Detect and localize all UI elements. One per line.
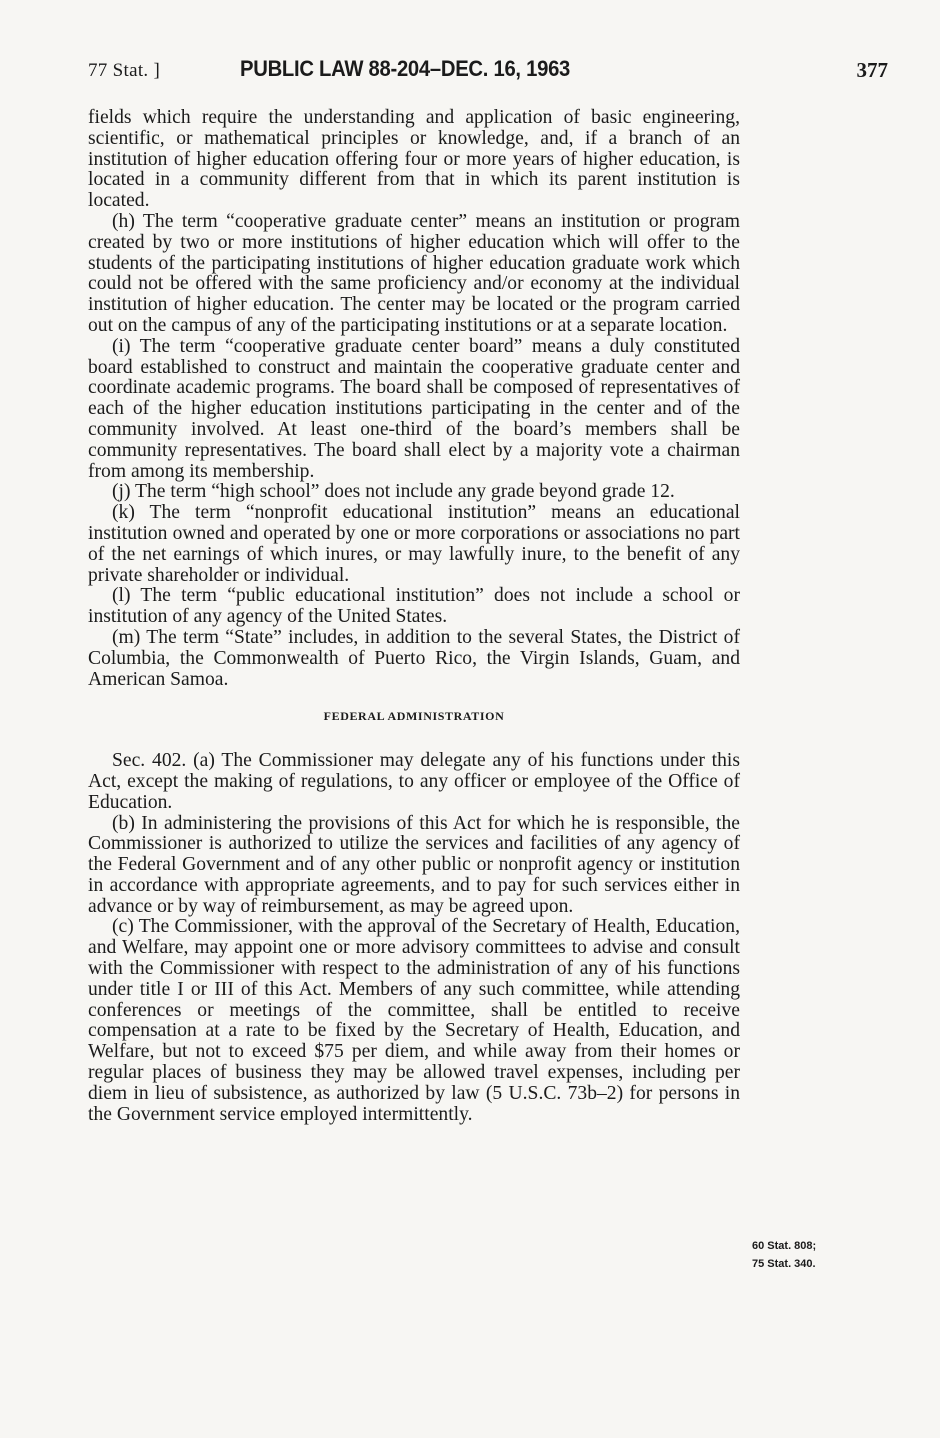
paragraph-l: (l) The term “public educational institution” does not include a school or institution of any agency of the United States. [88,585,740,628]
margin-citation-line-1: 60 Stat. 808; [752,1240,817,1252]
body-text [88,108,740,1125]
paragraph-sec402c: (c) The Commissioner, with the approval of the Secretary of Health, Education, and Welfare, may appoint one or more advisory committees to advise and consult with the Commissioner with respect to the administration of any of his functions under title I or III of this Act. Members of any such committee, while attending conferences or meetings of the committee, shall be entitled to receive compensation at a rate to be fixed by the Secretary of Health, Education, and Welfare, but not to exceed $75 per diem, and while away from their homes or regular places of business they may be allowed travel expenses, including per diem in lieu of subsistence, as authorized by law (5 U.S.C. 73b–2) for persons in the Government service employed intermittently. [88,916,740,1125]
paragraph-sec402b: (b) In administering the provisions of this Act for which he is responsible, the Commissioner is authorized to utilize the services and facilities of any agency of the Federal Government and of any other public or nonprofit agency or institution in accordance with appropriate agreements, and to pay for such services either in advance or by way of reimbursement, as may be agreed upon. [88,812,740,917]
section-heading: FEDERAL ADMINISTRATION [323,709,505,724]
statute-volume: 77 Stat. ] [88,60,161,81]
paragraph-continuation: fields which require the understanding and application of basic engineering, scientific, or mathematical principles or knowledge, and, if a branch of an institution of higher education offering four or more years of higher education, is located in a community different from that in which its parent institution is located. [88,107,740,212]
paragraph-k: (k) The term “nonprofit educational institution” means an educational institution owned and operated by one or more corporations or associations no part of the net earnings of which inures, or may lawfully inure, to the benefit of any private shareholder or individual. [88,502,740,586]
paragraph-j: (j) The term “high school” does not include any grade beyond grade 12. [112,481,675,503]
public-law-title: PUBLIC LAW 88-204–DEC. 16, 1963 [240,56,571,81]
margin-citation [752,1237,862,1273]
paragraph-h: (h) The term “cooperative graduate center” means an institution or program created by two or more institutions of higher education which will offer to the students of the participating institutions of higher education graduate work which could not be offered with the same proficiency and/or economy at the individual institution of higher education. The center may be located or the program carried out on the campus of any of the participating institutions or at a separate location. [88,210,740,336]
page-number: 377 [856,58,888,82]
paragraph-i: (i) The term “cooperative graduate center board” means a duly constituted board established to construct and maintain the cooperative graduate center and coordinate academic programs. The board shall be composed of representatives of each of the higher education institutions participating in the center and of the community involved. At least one-third of the board’s members shall be community representatives. The board shall elect by a majority vote a chairman from among its membership. [88,335,740,482]
paragraph-sec402a: Sec. 402. (a) The Commissioner may delegate any of his functions under this Act, except the making of regulations, to any officer or employee of the Office of Education. [88,750,740,813]
running-head [88,56,888,88]
margin-citation-line-2: 75 Stat. 340. [752,1258,816,1270]
paragraph-m: (m) The term “State” includes, in addition to the several States, the District of Columbia, the Commonwealth of Puerto Rico, the Virgin Islands, Guam, and American Samoa. [88,626,740,690]
